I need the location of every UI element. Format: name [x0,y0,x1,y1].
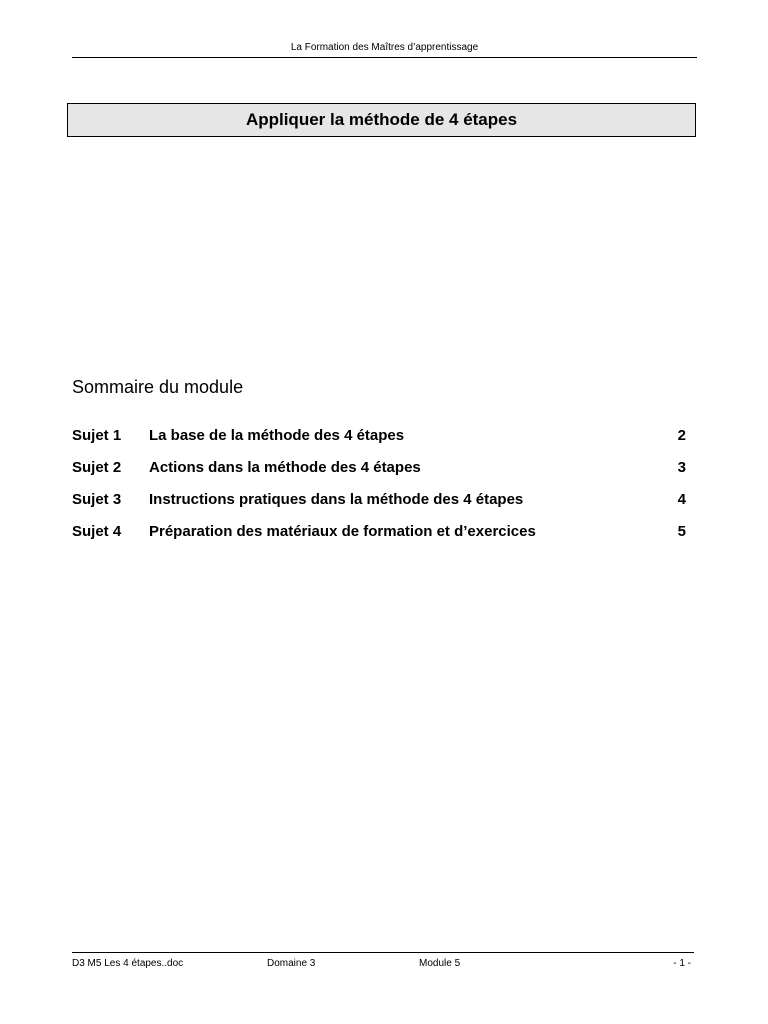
toc-page-number: 5 [677,523,686,540]
footer-module: Module 5 [419,958,461,969]
toc-row [72,426,686,458]
toc-subject: Sujet 1 [72,427,122,444]
toc-subject: Sujet 4 [72,523,122,540]
footer-file-name: D3 M5 Les 4 étapes..doc [72,958,184,969]
title-box [67,103,696,137]
header-text: La Formation des Maîtres d’apprentissage [290,42,479,53]
summary-heading: Sommaire du module [72,377,244,397]
table-of-contents [72,426,686,554]
toc-page-number: 4 [677,491,686,508]
toc-title: La base de la méthode des 4 étapes [149,427,405,444]
toc-row [72,522,686,554]
toc-row [72,458,686,490]
toc-title: Instructions pratiques dans la méthode des 4 étapes [149,491,524,508]
page-footer [72,952,694,971]
toc-page-number: 3 [677,459,686,476]
page-header [72,42,697,58]
footer-page-number: - 1 - [673,958,691,969]
toc-title: Préparation des matériaux de formation et d’exercices [149,523,536,540]
toc-page-number: 2 [677,427,686,444]
toc-title: Actions dans la méthode des 4 étapes [149,459,421,476]
toc-row [72,490,686,522]
toc-subject: Sujet 3 [72,491,122,508]
footer-domain: Domaine 3 [267,958,316,969]
toc-subject: Sujet 2 [72,459,122,476]
page-title: Appliquer la méthode de 4 étapes [245,110,518,129]
